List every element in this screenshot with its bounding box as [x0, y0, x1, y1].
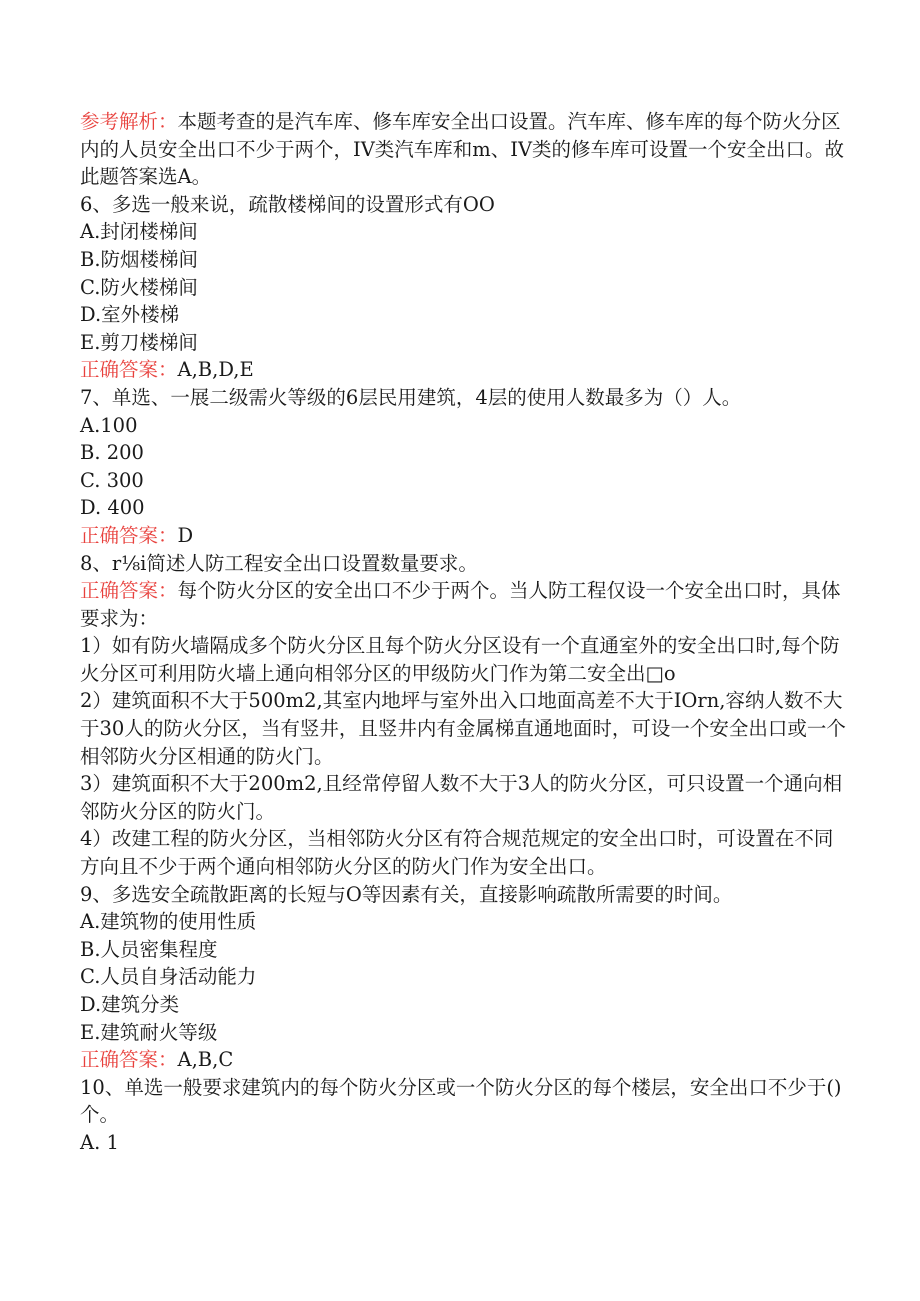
q10-stem: 10、单选一般要求建筑内的每个防火分区或一个防火分区的每个楼层，安全出口不少于()个。 [80, 1075, 842, 1127]
q6-answer [80, 356, 850, 384]
q8-point-1: 1）如有防火墙隔成多个防火分区且每个防火分区设有一个直通室外的安全出口时,每个防火分区可利用防火墙上通向相邻分区的甲级防火门作为第二安全出□o [80, 634, 840, 685]
q7-option-c: C. 300 [80, 468, 144, 492]
document-page [80, 108, 850, 1157]
answer-value: 每个防火分区的安全出口不少于两个。当人防工程仅设一个安全出口时，具体要求为： [80, 579, 841, 630]
q9-stem: 9、多选安全疏散距离的长短与O等因素有关，直接影响疏散所需要的时间。 [80, 882, 733, 906]
answer-value: A,B,D,E [177, 358, 254, 382]
q9-option-d: D.建筑分类 [80, 993, 180, 1016]
analysis-text: 本题考查的是汽车库、修车库安全出口设置。汽车库、修车库的每个防火分区内的人员安全出口不少于两个，IV类汽车库和m、IV类的修车库可设置一个安全出口。故此题答案选A。 [80, 110, 845, 189]
q9-option-a: A.建筑物的使用性质 [80, 910, 257, 934]
answer-label: 正确答案： [80, 358, 178, 382]
q6-option-c: C.防火楼梯间 [80, 275, 198, 299]
q8-point-3: 3）建筑面积不大于200m2,且经常停留人数不大于3人的防火分区，可只设置一个通向相邻防火分区的防火门。 [80, 772, 843, 823]
answer-value: D [177, 523, 194, 547]
q7-option-b: B. 200 [80, 441, 144, 465]
q8-point-4: 4）改建工程的防火分区，当相邻防火分区有符合规范规定的安全出口时，可设置在不同方向且不少于两个通向相邻防火分区的防火门作为安全出口。 [80, 827, 834, 879]
q6-option-e: E.剪刀楼梯间 [80, 330, 198, 354]
answer-label: 正确答案： [80, 523, 178, 547]
analysis-label: 参考解析： [80, 110, 178, 133]
q7-stem: 7、单选、一展二级需火等级的6层民用建筑，4层的使用人数最多为（）人。 [80, 385, 742, 409]
answer-label: 正确答案： [80, 1048, 178, 1072]
q6-option-b: B.防烟楼梯间 [80, 247, 199, 271]
q7-option-d: D. 400 [80, 496, 145, 520]
q10-option-a: A. 1 [80, 1130, 119, 1154]
q6-option-a: A.封闭楼梯间 [80, 220, 198, 244]
q7-option-a: A.100 [80, 413, 138, 437]
q9-option-e: E.建筑耐火等级 [80, 1020, 218, 1044]
q9-option-b: B.人员密集程度 [80, 937, 218, 961]
answer-value: A,B,C [177, 1048, 234, 1072]
q7-answer [80, 522, 850, 550]
q6-option-d: D.室外楼梯 [80, 303, 180, 327]
q9-answer [80, 1046, 850, 1074]
answer-label: 正确答案： [80, 579, 178, 603]
q8-answer [80, 577, 850, 632]
q9-option-c: C.人员自身活动能力 [80, 965, 257, 989]
q8-point-2: 2）建筑面积不大于500m2,其室内地坪与室外出入口地面高差不大于IOrn,容纳人数不大于30人的防火分区，当有竖井，且竖井内有金属梯直通地面时，可设一个安全出口或一个相邻防火分区相通的防火门。 [80, 689, 846, 768]
q5-analysis [80, 108, 850, 191]
q6-stem: 6、多选一般来说，疏散楼梯间的设置形式有OO [80, 192, 495, 216]
q8-stem: 8、r⅛i简述人防工程安全出口设置数量要求。 [80, 551, 478, 575]
